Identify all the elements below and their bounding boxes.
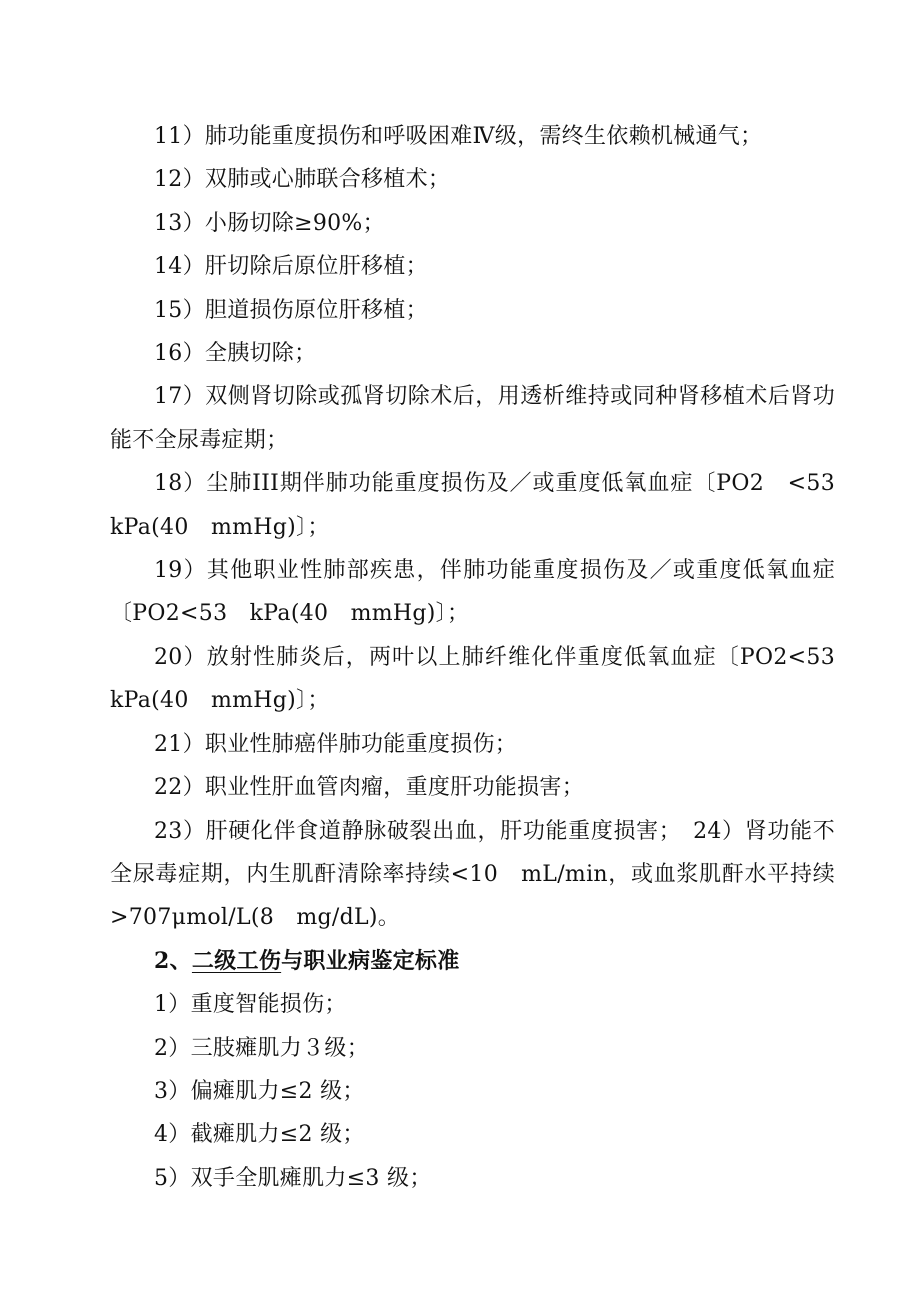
list-item-14: 14）肝切除后原位肝移植； (154, 254, 428, 280)
list-item-16: 16）全胰切除； (154, 341, 317, 367)
list-item-21: 21）职业性肺癌伴肺功能重度损伤； (154, 731, 518, 757)
document-body (110, 115, 858, 1200)
section-number: 2、 (154, 947, 192, 974)
list-item-23-24: 23）肝硬化伴食道静脉破裂出血，肝功能重度损害； 24）肾功能不全尿毒症期，内生肌酐清除率持续<10 mL/min，或血浆肌酐水平持续>707μmol/L(8 mg/dL)。 (110, 818, 835, 931)
list-item-12: 12）双肺或心肺联合移植术； (154, 167, 451, 193)
section-heading-level-2 (110, 940, 835, 983)
level2-item-5: 5）双手全肌瘫肌力≤3 级； (154, 1165, 432, 1191)
list-item-20: 20）放射性肺炎后，两叶以上肺纤维化伴重度低氧血症〔PO2<53 kPa(40 mmHg)〕； (110, 644, 858, 714)
level2-item-1: 1）重度智能损伤； (154, 992, 347, 1018)
list-item-13: 13）小肠切除≥90%； (154, 210, 385, 236)
level2-item-3: 3）偏瘫肌力≤2 级； (154, 1078, 365, 1104)
list-item-17: 17）双侧肾切除或孤肾切除术后，用透析维持或同种肾移植术后肾功能不全尿毒症期； (110, 384, 835, 453)
level2-item-2: 2）三肢瘫肌力３级； (154, 1035, 369, 1061)
list-item-15: 15）胆道损伤原位肝移植； (154, 297, 428, 323)
section-heading-underlined: 二级工伤 (191, 947, 282, 974)
level2-item-4: 4）截瘫肌力≤2 级； (154, 1122, 365, 1148)
list-item-18: 18）尘肺III期伴肺功能重度损伤及／或重度低氧血症〔PO2 <53 kPa(40 mmHg)〕； (110, 471, 858, 540)
list-item-19: 19）其他职业性肺部疾患，伴肺功能重度损伤及／或重度低氧血症〔PO2<53 kPa(40 mmHg)〕； (110, 558, 835, 627)
list-item-11: 11）肺功能重度损伤和呼吸困难Ⅳ级，需终生依赖机械通气； (154, 124, 763, 149)
section-heading-rest: 与职业病鉴定标准 (281, 947, 460, 974)
list-item-22: 22）职业性肝血管肉瘤，重度肝功能损害； (154, 775, 584, 801)
